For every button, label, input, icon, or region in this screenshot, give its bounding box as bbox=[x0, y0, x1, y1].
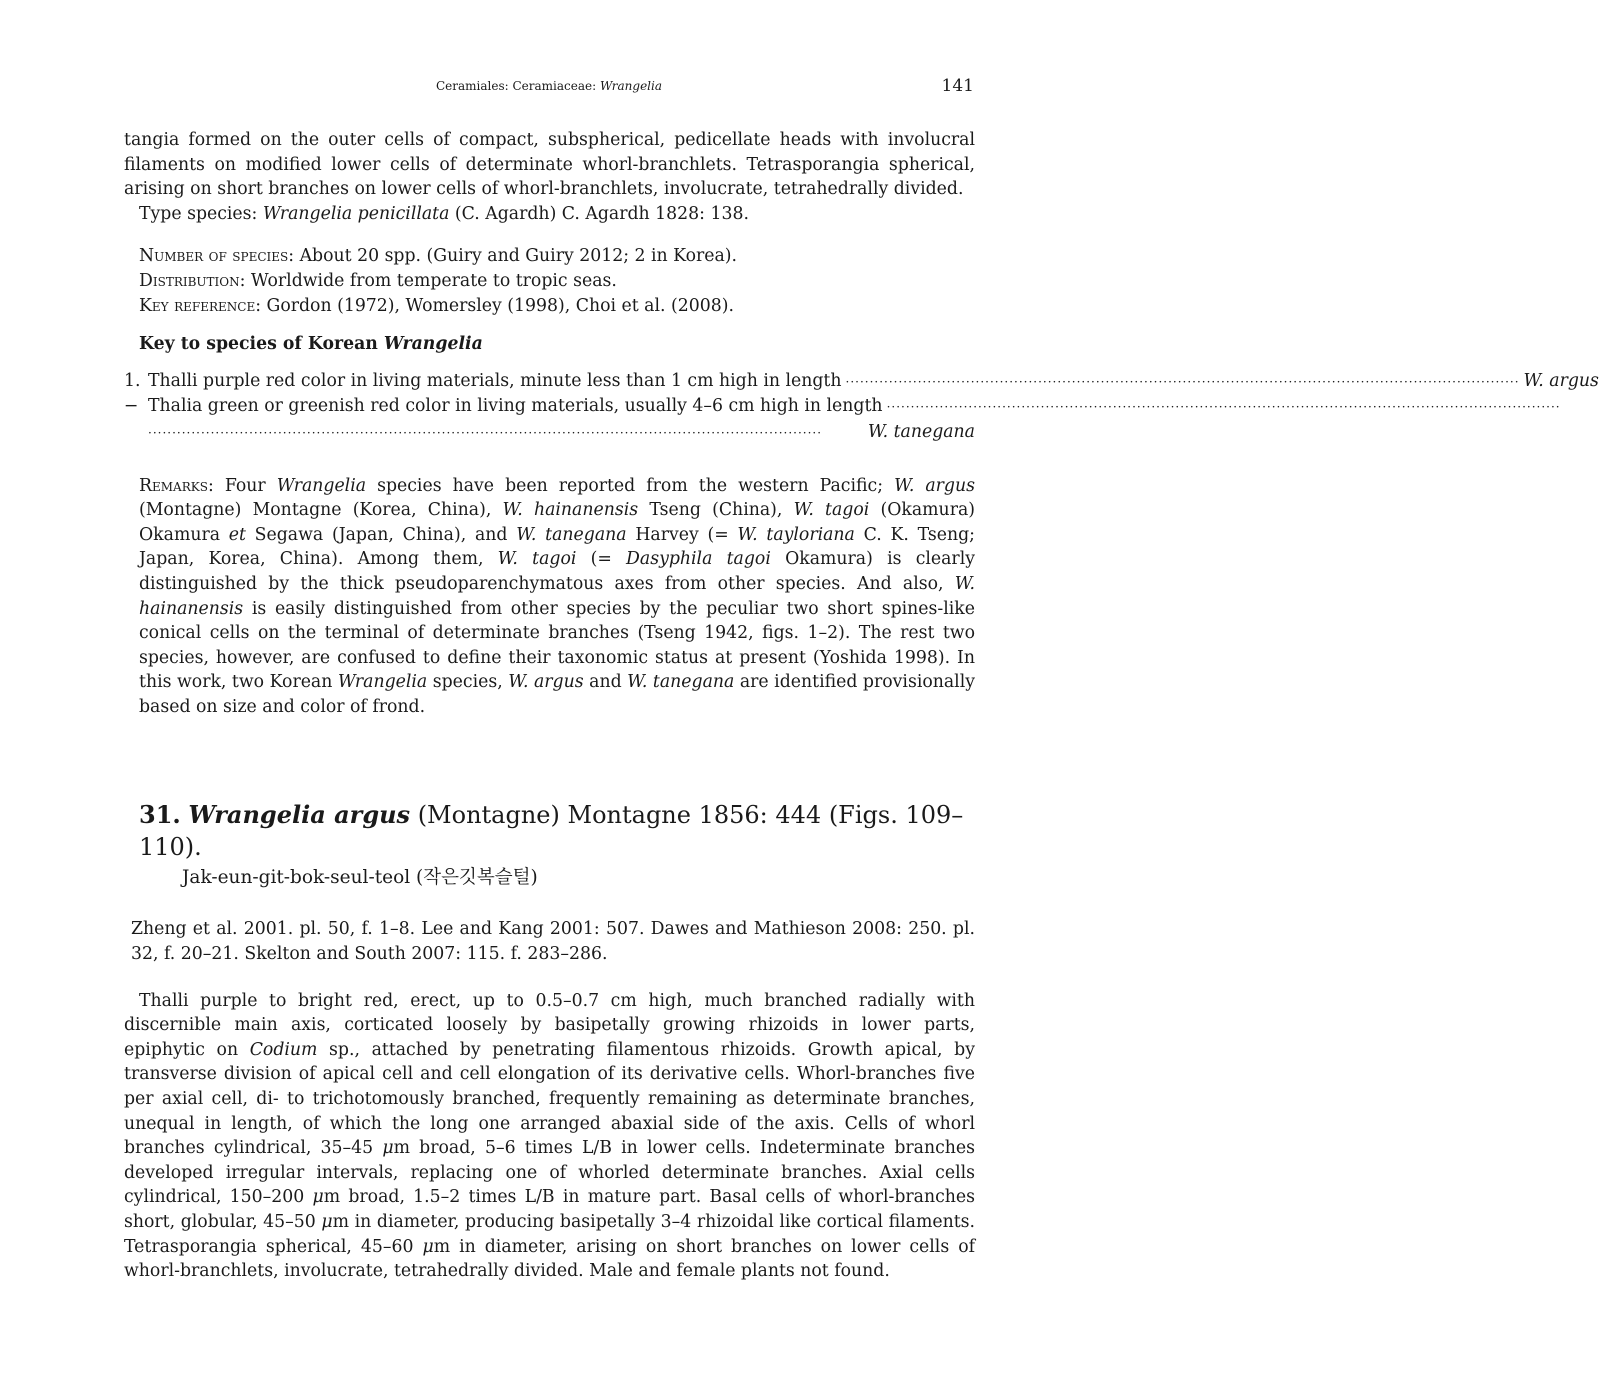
species-heading bbox=[124, 799, 975, 893]
fact-number-of-species: Number of species: About 20 spp. (Guiry and Guiry 2012; 2 in Korea). bbox=[139, 246, 738, 267]
key-title: Key to species of Korean Wrangelia bbox=[139, 334, 483, 355]
species-key bbox=[124, 369, 1599, 446]
key-lead-text: Thalia green or greenish red color in living materials, usually 4–6 cm high in length bbox=[148, 396, 883, 417]
key-leader-dots: ············································································································································ bbox=[886, 400, 1561, 415]
species-title: 31. Wrangelia argus (Montagne) Montagne 1856: 444 (Figs. 109–110). bbox=[139, 800, 964, 862]
page-body bbox=[124, 128, 1599, 1284]
key-leader-dots: ············································································································································ bbox=[148, 425, 823, 440]
type-species: Type species: Wrangelia penicillata (C. Agardh) C. Agardh 1828: 138. bbox=[139, 203, 749, 224]
species-description: Thalli purple to bright red, erect, up to 0.5–0.7 cm high, much branched radially with discernible main axis, corticated loosely by basipetally growing rhizoids in lower parts, epiphytic on Codium sp., attached by penetrating filamentous rhizoids. Growth apical, by transverse division of apical cell and cell elongation of its derivative cells. Whorl-branches five per axial cell, di- to trichotomously branched, frequently remaining as determinate branches, unequal in length, of which the long one arranged abaxial side of the axis. Cells of whorl branches cylindrical, 35–45 μm broad, 5–6 times L/B in lower cells. Indeterminate branches developed irregular intervals, replacing one of whorled determinate branches. Axial cells cylindrical, 150–200 μm broad, 1.5–2 times L/B in mature part. Basal cells of whorl-branches short, globular, 45–50 μm in diameter, producing basipetally 3–4 rhizoidal like cortical filaments. Tetrasporangia spherical, 45–60 μm in diameter, arising on short branches on lower cells of whorl-branchlets, involucrate, tetrahedrally divided. Male and female plants not found. bbox=[124, 990, 976, 1282]
key-leader-dots: ············································································································································ bbox=[845, 374, 1520, 389]
species-references: Zheng et al. 2001. pl. 50, f. 1–8. Lee and Kang 2001: 507. Dawes and Mathieson 2008: 250. pl. 32, f. 20–21. Skelton and South 2007: 115. f. 283–286. bbox=[131, 919, 975, 965]
spacer bbox=[124, 226, 975, 244]
key-row bbox=[124, 369, 1599, 395]
running-head-title: Ceramiales: Ceramiaceae: Wrangelia bbox=[435, 79, 662, 93]
key-lead-text: Thalli purple red color in living materials, minute less than 1 cm high in length bbox=[148, 370, 842, 391]
page-number: 141 bbox=[941, 76, 974, 96]
key-row-continuation bbox=[124, 420, 975, 446]
key-species-name: W. tanegana bbox=[867, 421, 975, 442]
genus-facts bbox=[124, 244, 975, 318]
key-species-name: W. argus bbox=[1523, 370, 1599, 391]
key-couplet-number: − bbox=[124, 396, 139, 417]
fact-key-reference: Key reference: Gordon (1972), Womersley (1998), Choi et al. (2008). bbox=[139, 295, 734, 316]
remarks-paragraph: Remarks: Four Wrangelia species have been reported from the western Pacific; W. argus (Montagne) Montagne (Korea, China), W. hainanensis Tseng (China), W. tagoi (Okamura) Okamura et Segawa (Japan, China), and W. tanegana Harvey (= W. tayloriana C. K. Tseng; Japan, Korea, China). Among them, W. tagoi (= Dasyphila tagoi Okamura) is clearly distinguished by the thick pseudoparenchymatous axes from other species. And also, W. hainanensis is easily distinguished from other species by the peculiar two short spines-like conical cells on the terminal of determinate branches (Tseng 1942, figs. 1–2). The rest two species, however, are confused to define their taxonomic status at present (Yoshida 1998). In this work, two Korean Wrangelia species, W. argus and W. tanegana are identified provisionally based on size and color of frond. bbox=[139, 475, 976, 717]
running-header bbox=[124, 76, 974, 98]
species-korean-name: Jak-eun-git-bok-seul-teol (작은깃복슬털) bbox=[182, 867, 538, 889]
genus-description-continuation: tangia formed on the outer cells of compact, subspherical, pedicellate heads with involucral filaments on modified lower cells of determinate whorl-branchlets. Tetrasporangia spherical, arising on short branches on lower cells of whorl-branchlets, involucrate, tetrahedrally divided. bbox=[124, 130, 975, 200]
fact-distribution: Distribution: Worldwide from temperate to tropic seas. bbox=[139, 270, 617, 291]
key-row bbox=[124, 394, 1561, 420]
key-couplet-number: 1. bbox=[124, 370, 141, 391]
